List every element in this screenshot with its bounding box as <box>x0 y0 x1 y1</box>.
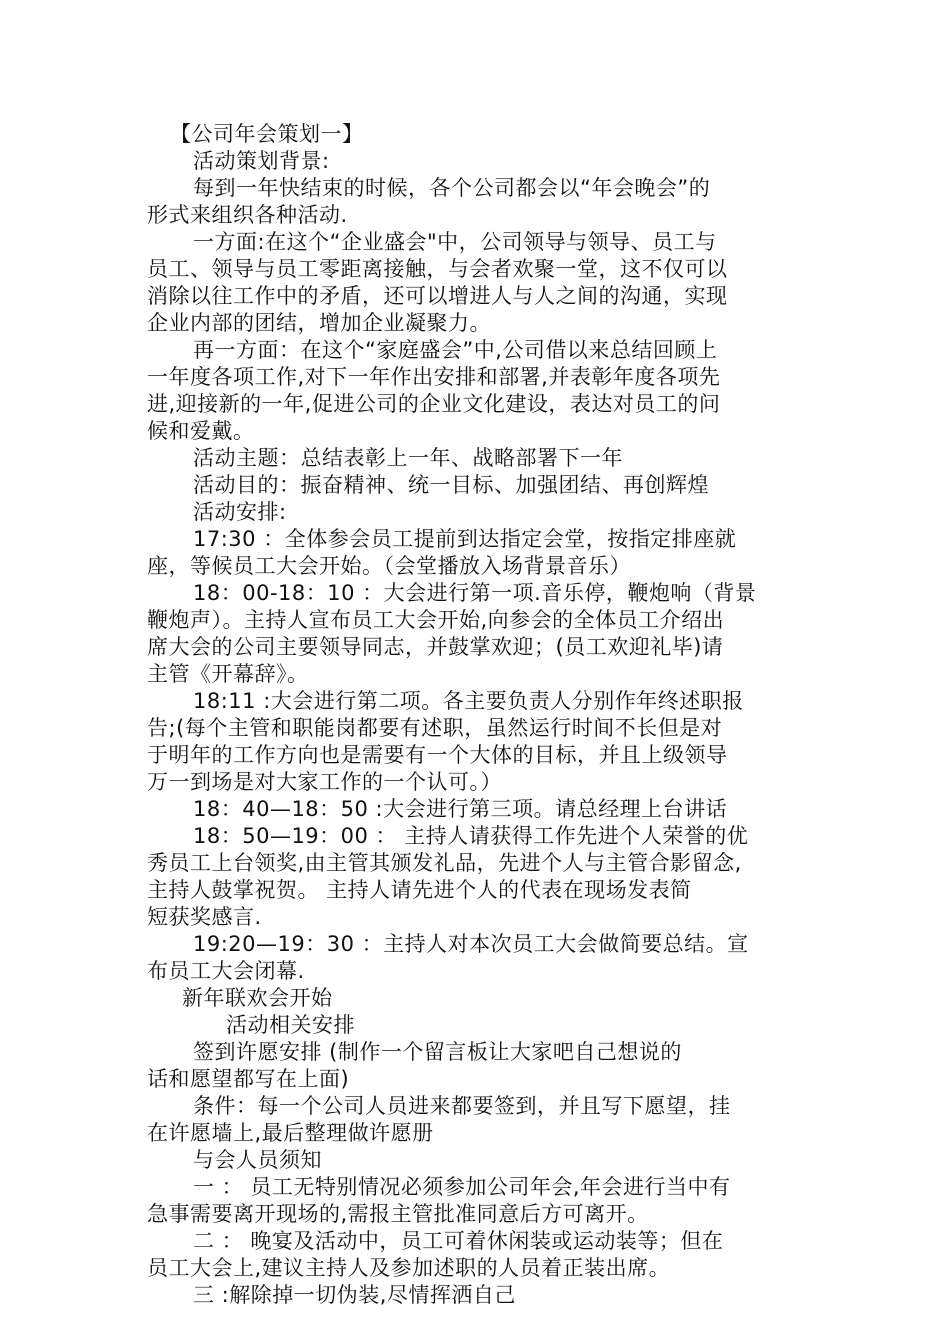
paragraph-line: 二 ： 晚宴及活动中，员工可着休闲装或运动装等；但在 <box>193 1229 724 1253</box>
paragraph-line: 主持人鼓掌祝贺。 主持人请先进个人的代表在现场发表简 <box>147 878 692 902</box>
paragraph-line: 活动主题：总结表彰上一年、战略部署下一年 <box>193 446 623 470</box>
paragraph-line: 17:30 ：全体参会员工提前到达指定会堂，按指定排座就 <box>193 527 737 551</box>
paragraph-line: 18：50—19：00 ： 主持人请获得工作先进个人荣誉的优 <box>193 824 749 848</box>
paragraph-line: 签到许愿安排 (制作一个留言板让大家吧自己想说的 <box>193 1040 682 1064</box>
paragraph-line: 在许愿墙上,最后整理做许愿册 <box>147 1121 434 1145</box>
paragraph-line: 条件：每一个公司人员进来都要签到，并且写下愿望，挂 <box>193 1094 731 1118</box>
paragraph-line: 座，等候员工大会开始。（会堂播放入场背景音乐） <box>147 554 631 578</box>
paragraph-line: 急事需要离开现场的,需报主管批准同意后方可离开。 <box>147 1202 649 1226</box>
paragraph-line: 鞭炮声）。主持人宣布员工大会开始,向参会的全体员工介绍出 <box>147 608 725 632</box>
paragraph-line: 秀员工上台领奖,由主管其颁发礼品，先进个人与主管合影留念, <box>147 851 742 875</box>
section-heading: 新年联欢会开始 <box>182 986 333 1010</box>
paragraph-line: 与会人员须知 <box>193 1148 322 1172</box>
paragraph-line: 形式来组织各种活动. <box>147 203 348 227</box>
paragraph-line: 19:20—19：30 ：主持人对本次员工大会做简要总结。宣 <box>193 932 749 956</box>
paragraph-line: 话和愿望都写在上面) <box>147 1067 350 1091</box>
paragraph-line: 短获奖感言. <box>147 905 262 929</box>
paragraph-line: 企业内部的团结，增加企业凝聚力。 <box>147 311 491 335</box>
paragraph-line: 活动目的：振奋精神、统一目标、加强团结、再创辉煌 <box>193 473 709 497</box>
paragraph-line: 18：40—18：50 :大会进行第三项。请总经理上台讲话 <box>193 797 728 821</box>
paragraph-line: 于明年的工作方向也是需要有一个大体的目标，并且上级领导 <box>147 743 728 767</box>
paragraph-line: 18:11 :大会进行第二项。各主要负责人分别作年终述职报 <box>193 689 744 713</box>
paragraph-line: 员工大会上,建议主持人及参加述职的人员着正装出席。 <box>147 1256 671 1280</box>
paragraph-line: 席大会的公司主要领导同志，并鼓掌欢迎；(员工欢迎礼毕)请 <box>147 635 724 659</box>
paragraph-line: 万一到场是对大家工作的一个认可。） <box>147 770 502 794</box>
paragraph-line: 主管《开幕辞》。 <box>147 662 309 686</box>
section-subheading: 活动相关安排 <box>226 1013 355 1037</box>
document-title: 【公司年会策划一】 <box>170 122 364 146</box>
paragraph-line: 每到一年快结束的时候，各个公司都会以“年会晚会”的 <box>193 176 711 200</box>
paragraph-line: 一方面:在这个“企业盛会"中，公司领导与领导、员工与 <box>193 230 717 254</box>
paragraph-line: 活动策划背景: <box>193 149 330 173</box>
paragraph-line: 再一方面：在这个“家庭盛会”中,公司借以来总结回顾上 <box>193 338 718 362</box>
paragraph-line: 进,迎接新的一年,促进公司的企业文化建设，表达对员工的问 <box>147 392 721 416</box>
paragraph-line: 告;(每个主管和职能岗都要有述职，虽然运行时间不长但是对 <box>147 716 723 740</box>
paragraph-line: 员工、领导与员工零距离接触，与会者欢聚一堂，这不仅可以 <box>147 257 728 281</box>
paragraph-line: 候和爱戴。 <box>147 419 255 443</box>
paragraph-line: 活动安排: <box>193 500 287 524</box>
paragraph-line: 18：00-18：10 ：大会进行第一项.音乐停，鞭炮响（背景 <box>193 581 757 605</box>
paragraph-line: 消除以往工作中的矛盾，还可以增进人与人之间的沟通，实现 <box>147 284 728 308</box>
paragraph-line: 一 ： 员工无特别情况必须参加公司年会,年会进行当中有 <box>193 1175 731 1199</box>
paragraph-line: 一年度各项工作,对下一年作出安排和部署,并表彰年度各项先 <box>147 365 721 389</box>
paragraph-line: 三 :解除掉一切伪装,尽情挥洒自己 <box>193 1283 516 1307</box>
paragraph-line: 布员工大会闭幕. <box>147 959 305 983</box>
